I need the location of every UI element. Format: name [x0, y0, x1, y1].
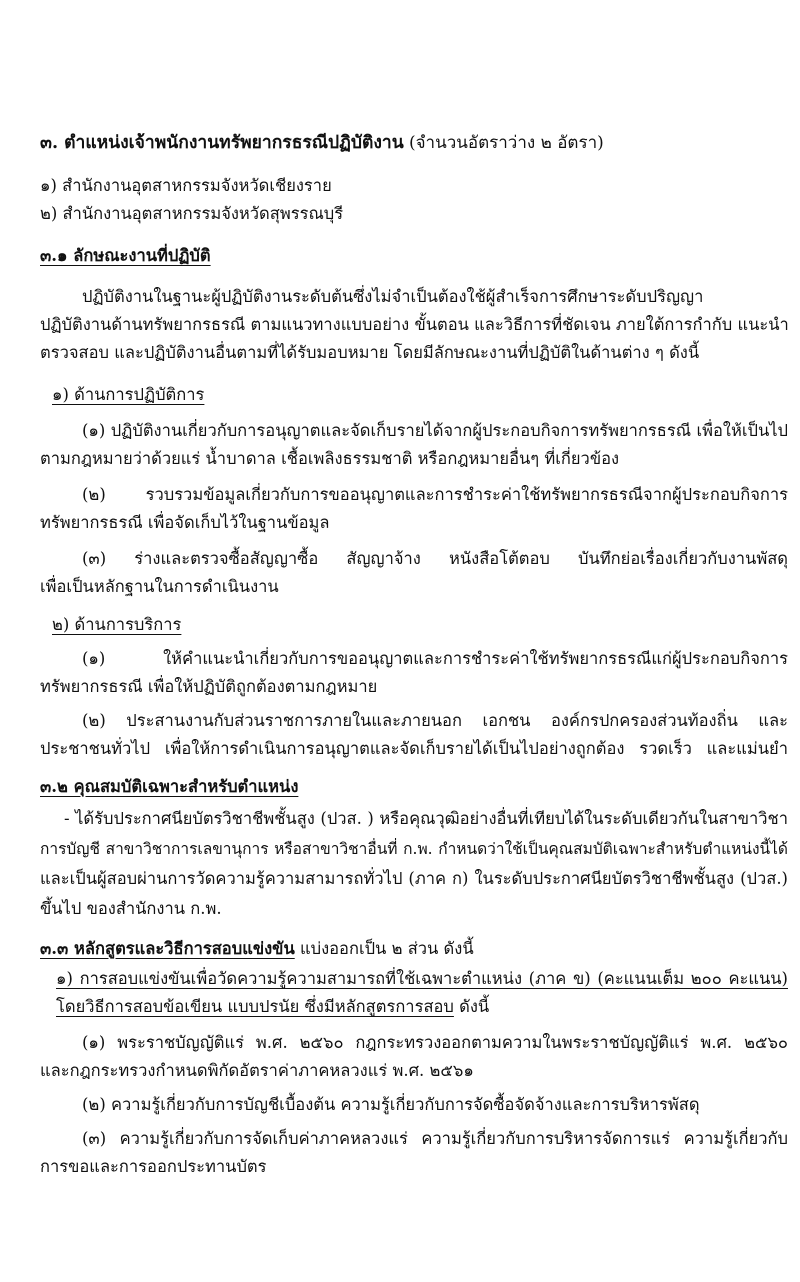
paragraph-line: ขึ้นไป ของสำนักงาน ก.พ. — [40, 899, 222, 918]
office-item: ๒) สำนักงานอุตสาหกรรมจังหวัดสุพรรณบุรี — [40, 204, 344, 223]
list-item: (๒) ความรู้เกี่ยวกับการบัญชีเบื้องต้น ความรู้เกี่ยวกับการจัดซื้อจัดจ้างและการบริหารพัสดุ — [82, 1095, 700, 1114]
subsection-heading: ๓.๑ ลักษณะงานที่ปฏิบัติ — [40, 246, 211, 265]
office-item: ๑) สำนักงานอุตสาหกรรมจังหวัดเชียงราย — [40, 176, 332, 195]
subsection-heading-tail: แบ่งออกเป็น ๒ ส่วน ดังนี้ — [299, 939, 474, 958]
list-item-cont: เพื่อเป็นหลักฐานในการดำเนินงาน — [40, 577, 279, 596]
list-item-cont: ทรัพยากรธรณี เพื่อจัดเก็บไว้ในฐานข้อมูล — [40, 513, 330, 532]
list-item: (๑) ปฏิบัติงานเกี่ยวกับการอนุญาตและจัดเก็บรายได้จากผู้ประกอบกิจการทรัพยากรธรณี เพื่อให้เป็นไป — [82, 421, 788, 440]
list-item-cont: ตามกฎหมายว่าด้วยแร่ น้ำบาดาล เชื้อเพลิงธรรมชาติ หรือกฎหมายอื่นๆ ที่เกี่ยวข้อง — [40, 449, 620, 468]
subsection-heading: ๓.๒ คุณสมบัติเฉพาะสำหรับตำแหน่ง — [40, 777, 299, 796]
list-item: (๓) ความรู้เกี่ยวกับการจัดเก็บค่าภาคหลวงแร่ ความรู้เกี่ยวกับการบริหารจัดการแร่ ความรู้เกี่ยวกับ — [82, 1129, 788, 1148]
list-item-cont: และกฎกระทรวงกำหนดพิกัดอัตราค่าภาคหลวงแร่ พ.ศ. ๒๕๖๑ — [40, 1061, 474, 1080]
section-vacancy-note: (จำนวนอัตราว่าง ๒ อัตรา) — [408, 133, 604, 153]
list-item: (๒) รวบรวมข้อมูลเกี่ยวกับการขออนุญาตและการชำระค่าใช้ทรัพยากรธรณีจากผู้ประกอบกิจการ — [82, 485, 788, 504]
paragraph-line: - ได้รับประกาศนียบัตรวิชาชีพชั้นสูง (ปวส. ) หรือคุณวุฒิอย่างอื่นที่เทียบได้ในระดับเดียวกันในสาขาวิชา — [64, 809, 788, 828]
list-item: (๓) ร่างและตรวจซื้อสัญญาซื้อ สัญญาจ้าง หนังสือโต้ตอบ บันทึกย่อเรื่องเกี่ยวกับงานพัสดุ — [82, 549, 788, 568]
list-item-cont: ทรัพยากรธรณี เพื่อให้ปฏิบัติถูกต้องตามกฎหมาย — [40, 677, 378, 696]
list-item-cont: ประชาชนทั่วไป เพื่อให้การดำเนินการอนุญาตและจัดเก็บรายได้เป็นไปอย่างถูกต้อง รวดเร็ว และแม่นยำ — [40, 739, 788, 758]
category-heading: ๑) ด้านการปฏิบัติการ — [52, 385, 205, 404]
paragraph-line: และเป็นผู้สอบผ่านการวัดความรู้ความสามารถทั่วไป (ภาค ก) ในระดับประกาศนียบัตรวิชาชีพชั้นสูง (ปวส.) — [40, 869, 788, 888]
paragraph-line: ปฏิบัติงานในฐานะผู้ปฏิบัติงานระดับต้นซึ่งไม่จำเป็นต้องใช้ผู้สำเร็จการศึกษาระดับปริญญา — [82, 287, 704, 306]
exam-part-heading-cont — [56, 996, 489, 1018]
paragraph-line: ปฏิบัติงานด้านทรัพยากรธรณี ตามแนวทางแบบอย่าง ขั้นตอน และวิธีการที่ชัดเจน ภายใต้การกำกับ แนะนำ — [40, 315, 789, 334]
paragraph-line: การบัญชี สาขาวิชาการเลขานุการ หรือสาขาวิชาอื่นที่ ก.พ. กำหนดว่าใช้เป็นคุณสมบัติเฉพาะสำหรับตำแหน่งนี้ได้ — [40, 840, 788, 858]
list-item: (๑) พระราชบัญญัติแร่ พ.ศ. ๒๕๖๐ กฎกระทรวงออกตามความในพระราชบัญญัติแร่ พ.ศ. ๒๕๖๐ — [82, 1033, 788, 1052]
category-heading: ๒) ด้านการบริการ — [52, 615, 182, 634]
section-title: ๓. ตำแหน่งเจ้าพนักงานทรัพยากรธรณีปฏิบัติงาน — [40, 133, 404, 153]
list-item: (๑) ให้คำแนะนำเกี่ยวกับการขออนุญาตและการชำระค่าใช้ทรัพยากรธรณีแก่ผู้ประกอบกิจการ — [82, 649, 788, 668]
section-heading — [40, 132, 604, 154]
exam-part-heading: ๑) การสอบแข่งขันเพื่อวัดความรู้ความสามารถที่ใช้เฉพาะตำแหน่ง (ภาค ข) (คะแนนเต็ม ๒๐๐ คะแนน) — [56, 969, 788, 988]
list-item-cont: การขอและการออกประทานบัตร — [40, 1157, 267, 1176]
subsection-heading-row — [40, 938, 474, 960]
exam-method: โดยวิธีการสอบข้อเขียน แบบปรนัย ซึ่งมีหลักสูตรการสอบ — [56, 997, 454, 1016]
list-item: (๒) ประสานงานกับส่วนราชการภายในและภายนอก เอกชน องค์กรปกครองส่วนท้องถิ่น และ — [82, 711, 788, 730]
subsection-heading: ๓.๓ หลักสูตรและวิธีการสอบแข่งขัน — [40, 939, 295, 958]
exam-method-tail: ดังนี้ — [459, 997, 490, 1016]
paragraph-line: ตรวจสอบ และปฏิบัติงานอื่นตามที่ได้รับมอบหมาย โดยมีลักษณะงานที่ปฏิบัติในด้านต่าง ๆ ดังนี้ — [40, 343, 700, 362]
